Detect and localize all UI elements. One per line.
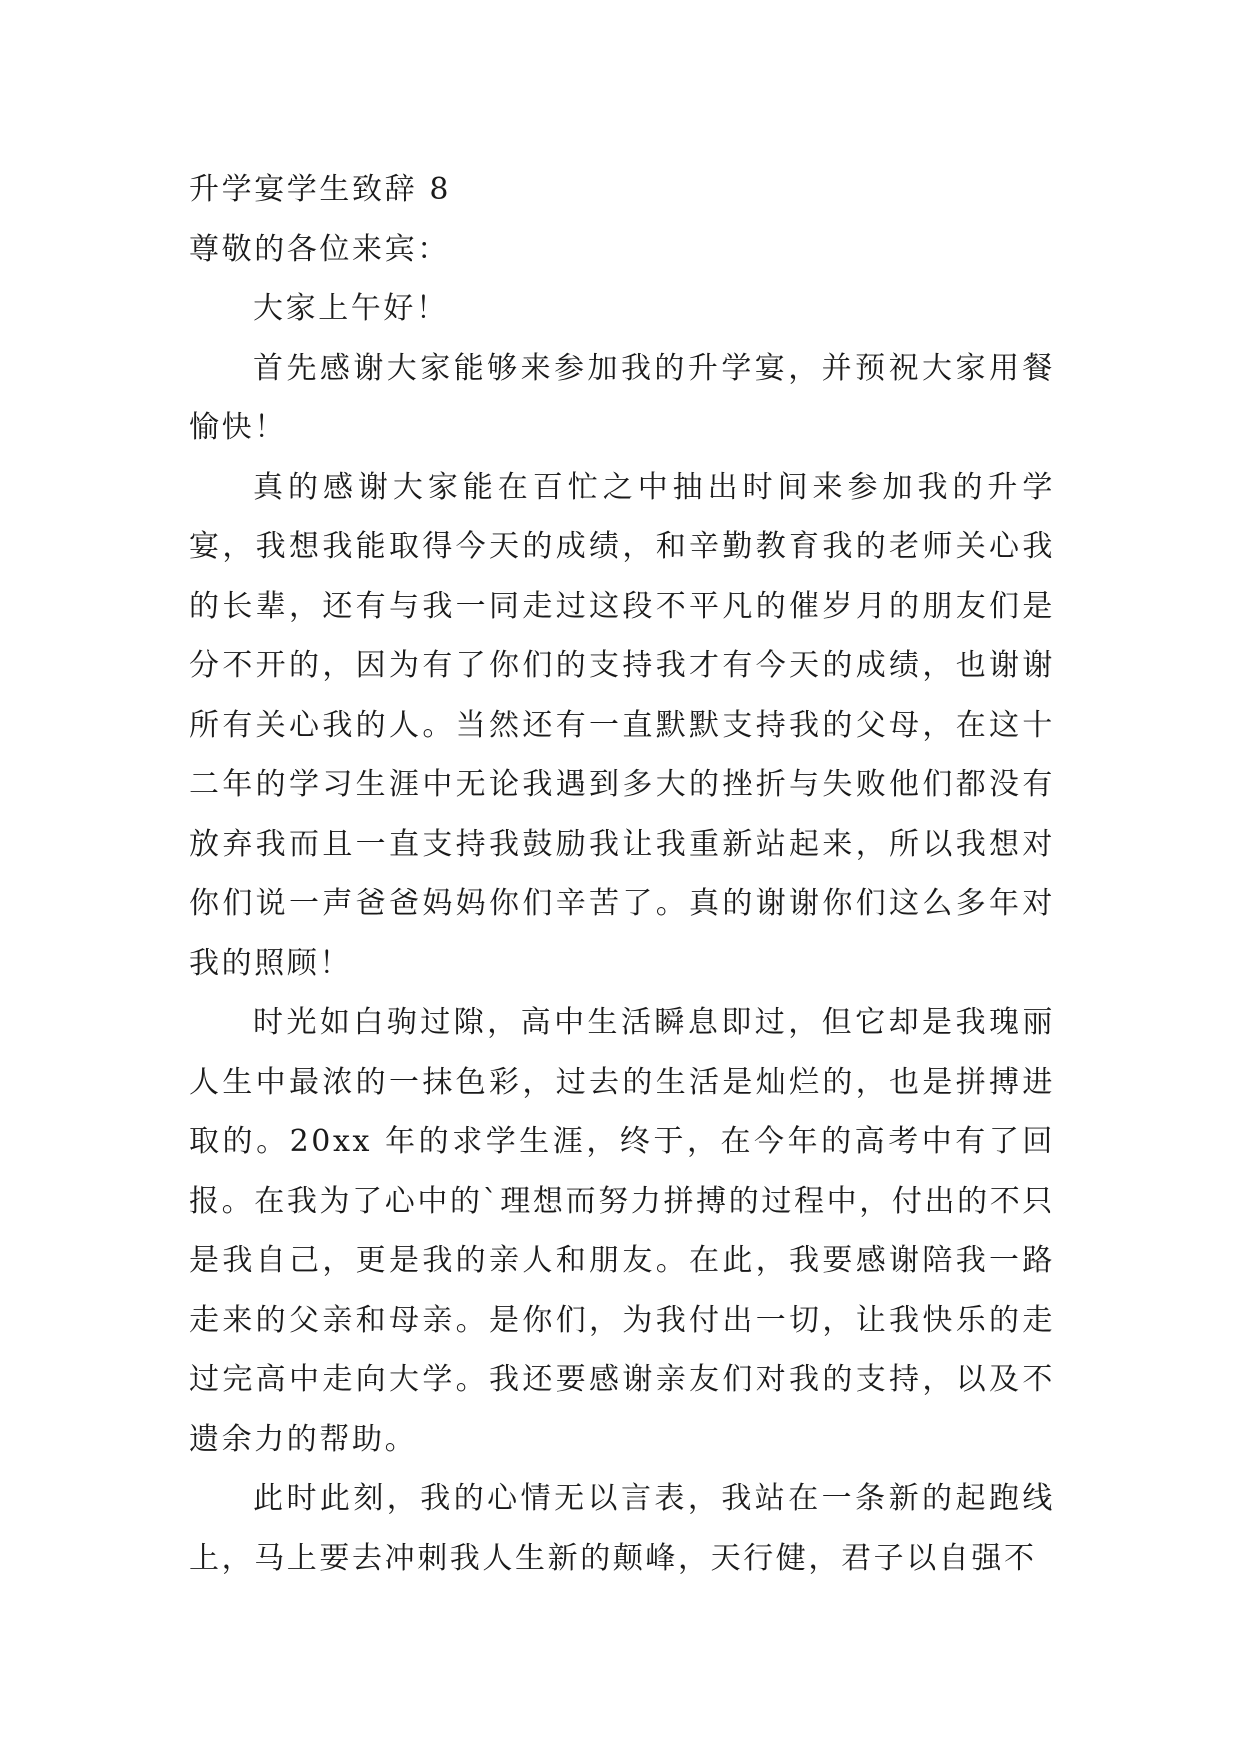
paragraph-future: 此时此刻，我的心情无以言表，我站在一条新的起跑线上，马上要去冲刺我人生新的颠峰，天行健，君子以自强不: [189, 1481, 1055, 1576]
paragraph-greeting: 大家上午好！: [253, 291, 449, 326]
paragraph-high-school: 时光如白驹过隙，高中生活瞬息即过，但它却是我瑰丽人生中最浓的一抹色彩，过去的生活是灿烂的，也是拼搏进取的。20xx 年的求学生涯，终于，在今年的高考中有了回报。在我为了心中的`理想而努力拼搏的过程中，付出的不只是我自己，更是我的亲人和朋友。在此，我要感谢陪我一路走来的父亲和母亲。是你们，为我付出一切，让我快乐的走过完高中走向大学。我还要感谢亲友们对我的支持，以及不遗余力的帮助。: [189, 1005, 1055, 1457]
paragraph-gratitude: 真的感谢大家能在百忙之中抽出时间来参加我的升学宴，我想我能取得今天的成绩，和辛勤教育我的老师关心我的长辈，还有与我一同走过这段不平凡的催岁月的朋友们是分不开的，因为有了你们的支持我才有今天的成绩，也谢谢所有关心我的人。当然还有一直默默支持我的父母，在这十二年的学习生涯中无论我遇到多大的挫折与失败他们都没有放弃我而且一直支持我鼓励我让我重新站起来，所以我想对你们说一声爸爸妈妈你们辛苦了。真的谢谢你们这么多年对我的照顾！: [189, 469, 1055, 981]
salutation: 尊敬的各位来宾：: [189, 231, 450, 267]
paragraph-thanks: 首先感谢大家能够来参加我的升学宴，并预祝大家用餐愉快！: [189, 350, 1055, 445]
document-body: [189, 160, 1055, 1588]
document-title: 升学宴学生致辞 8: [189, 172, 452, 207]
